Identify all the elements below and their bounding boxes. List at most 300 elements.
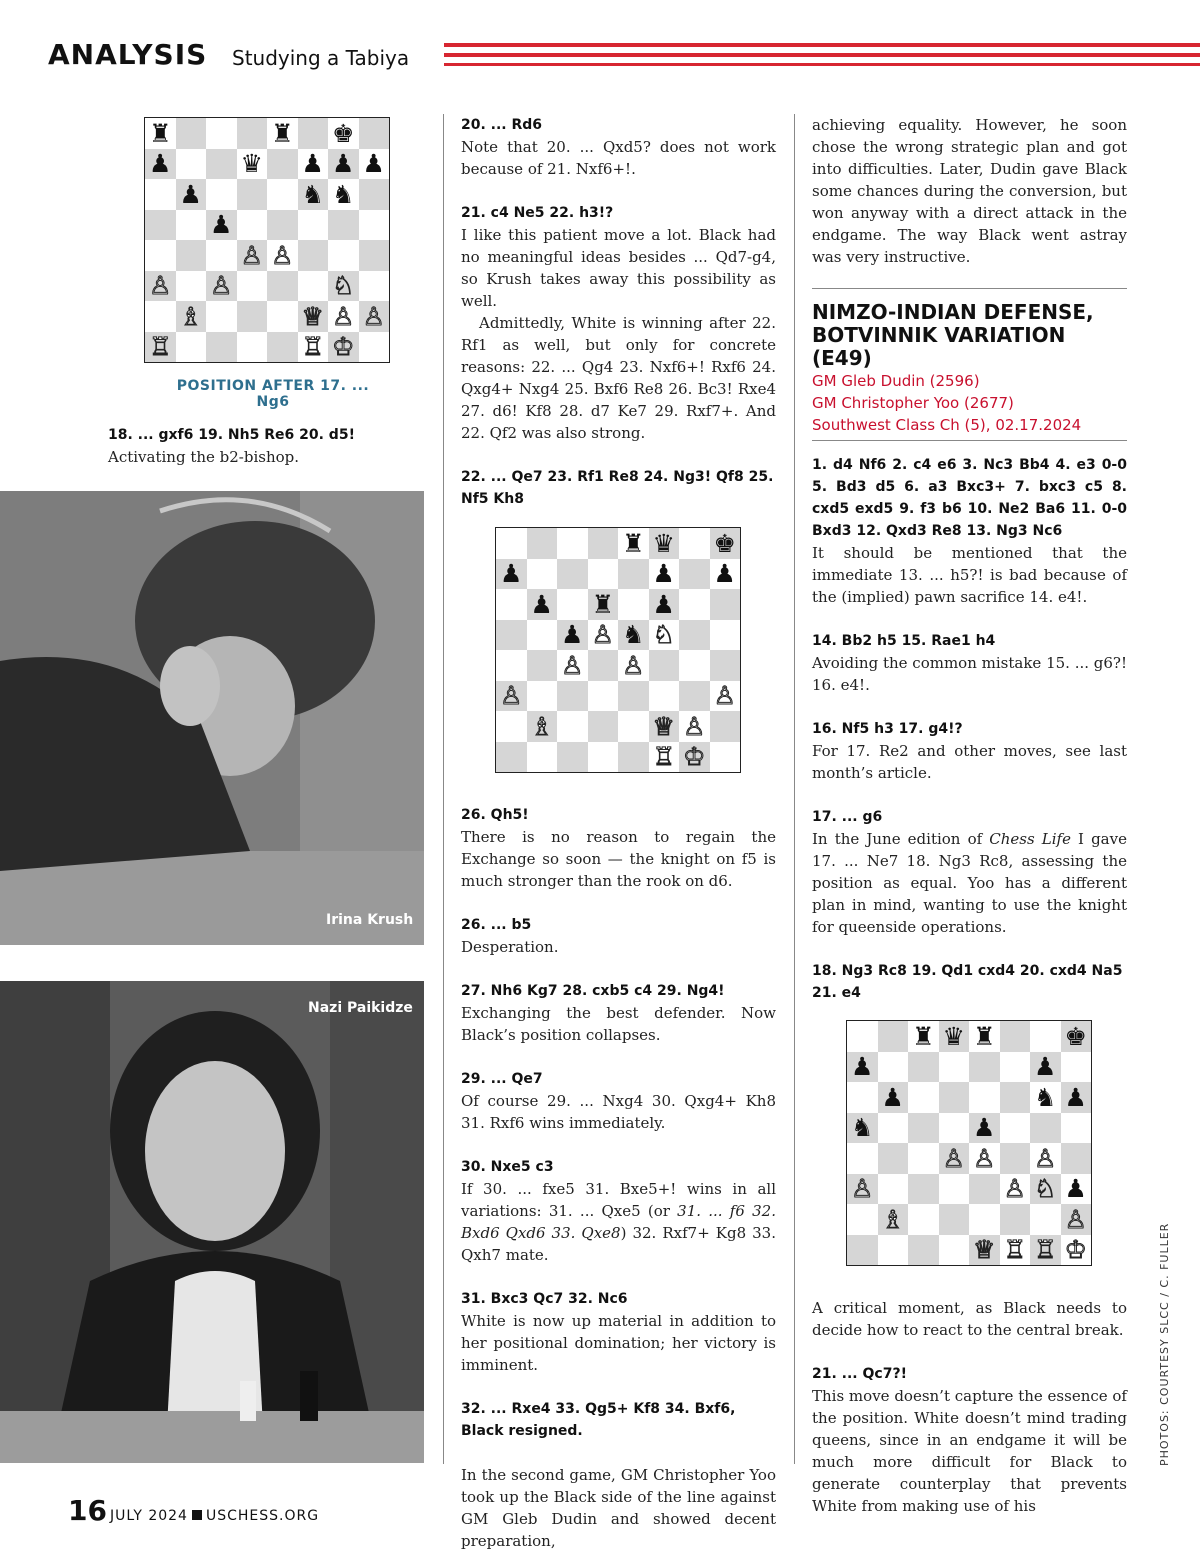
commentary-text: If 30. ... fxe5 31. Bxe5+! wins in all variations: 31. ... Qxe5 (or: [461, 1180, 776, 1220]
board-square: [969, 1021, 1000, 1052]
commentary-text: achieving equality. However, he soon chose the wrong strategic plan and got into difficulties. Later, Dudin gave Black some chances during the conversion, but won anyway with a direct attack in the endgame. The way Black went astray was very instructive.: [812, 116, 1127, 266]
game-opening-title: NIMZO-INDIAN DEFENSE,: [812, 300, 1094, 324]
board-square: [649, 620, 680, 651]
board-square: [908, 1082, 939, 1113]
board-square: [679, 559, 710, 590]
board-square: [969, 1113, 1000, 1144]
board-square: [618, 528, 649, 559]
column-1: [108, 424, 428, 468]
player-white: GM Gleb Dudin (2596): [812, 372, 980, 390]
board-square: [847, 1174, 878, 1205]
black-pawn-icon: ♟: [1064, 1082, 1087, 1112]
white-queen-icon: ♕: [652, 711, 675, 741]
board-square: [649, 742, 680, 773]
board-square: [969, 1052, 1000, 1083]
commentary-text: Note that 20. ... Qxd5? does not work because of 21. Nxf6+!.: [461, 138, 776, 178]
board-square: [847, 1204, 878, 1235]
board-square: [588, 711, 619, 742]
chess-diagram-3: [846, 1020, 1092, 1266]
board-square: [1000, 1052, 1031, 1083]
black-knight-icon: ♞: [1034, 1082, 1057, 1112]
publication-title: Chess Life: [989, 830, 1071, 848]
board-square: [527, 559, 558, 590]
board-square: [939, 1021, 970, 1052]
board-square: [1061, 1143, 1092, 1174]
white-rook-icon: ♖: [149, 332, 172, 362]
column-divider: [443, 114, 444, 1464]
move-text: 26. Qh5!: [461, 807, 529, 823]
black-knight-icon: ♞: [332, 179, 355, 209]
board-square: [267, 118, 298, 149]
white-pawn-icon: ♙: [683, 711, 706, 741]
white-bishop-icon: ♗: [881, 1204, 904, 1234]
board-square: [710, 528, 741, 559]
black-pawn-icon: ♟: [210, 210, 233, 240]
board-square: [527, 528, 558, 559]
board-square: [298, 240, 329, 271]
move-text: 17. ... g6: [812, 809, 883, 825]
black-pawn-icon: ♟: [1064, 1174, 1087, 1204]
white-pawn-icon: ♙: [362, 301, 385, 331]
board-square: [679, 589, 710, 620]
white-rook-icon: ♖: [301, 332, 324, 362]
column-3: [812, 114, 1127, 1539]
move-text: 20. ... Rd6: [461, 117, 543, 133]
board-square: [328, 179, 359, 210]
board-square: [176, 332, 207, 363]
board-square: [145, 118, 176, 149]
board-square: [847, 1113, 878, 1144]
move-text: 30. Nxe5 c3: [461, 1159, 554, 1175]
board-square: [527, 589, 558, 620]
chess-diagram-1: [144, 117, 390, 363]
board-square: [710, 681, 741, 712]
white-rook-icon: ♖: [652, 742, 675, 772]
board-square: [1061, 1082, 1092, 1113]
move-text: 18. ... gxf6 19. Nh5 Re6 20. d5!: [108, 427, 355, 443]
board-square: [359, 210, 390, 241]
section-label: ANALYSIS: [48, 38, 208, 71]
photo-nazi-paikidze: [0, 981, 424, 1463]
board-square: [878, 1235, 909, 1266]
photo-nazi-paikidze-image: [0, 981, 424, 1463]
board-square: [496, 650, 527, 681]
white-pawn-icon: ♙: [1034, 1143, 1057, 1173]
board-square: [206, 271, 237, 302]
board-square: [1030, 1143, 1061, 1174]
move-text: 31. Bxc3 Qc7 32. Nc6: [461, 1291, 628, 1307]
board-square: [176, 240, 207, 271]
board-square: [649, 589, 680, 620]
game-event: Southwest Class Ch (5), 02.17.2024: [812, 416, 1082, 434]
board-square: [298, 332, 329, 363]
commentary-text: In the June edition of: [812, 830, 990, 848]
board-square: [237, 271, 268, 302]
board-square: [267, 240, 298, 271]
commentary-text: I gave 17. ... Ne7 18. Ng3 Rc8, assessing the position as equal. Yoo has a different plan in mind, wanting to use the knight for queenside operations.: [812, 830, 1127, 936]
board-square: [267, 301, 298, 332]
move-text: 21. c4 Ne5 22. h3!?: [461, 205, 614, 221]
commentary-text: ) 32. Rxf7+ Kg8 33. Qxh7 mate.: [461, 1224, 776, 1264]
player-black: GM Christopher Yoo (2677): [812, 394, 1014, 412]
white-queen-icon: ♕: [973, 1235, 996, 1265]
header-stripe: [444, 43, 1200, 47]
board-square: [969, 1082, 1000, 1113]
commentary-text: I like this patient move a lot. Black had no meaningful ideas besides ... Qd7-g4, so Krush takes away this possibility as well.: [461, 226, 776, 310]
header-stripe: [444, 63, 1200, 66]
black-pawn-icon: ♟: [973, 1113, 996, 1143]
board-square: [527, 681, 558, 712]
page-footer: [68, 1494, 320, 1527]
white-pawn-icon: ♙: [271, 240, 294, 270]
board-square: [618, 589, 649, 620]
board-square: [969, 1143, 1000, 1174]
white-rook-icon: ♖: [1034, 1235, 1057, 1265]
board-square: [679, 650, 710, 681]
board-square: [618, 620, 649, 651]
board-square: [710, 589, 741, 620]
black-king-icon: ♚: [713, 528, 736, 558]
board-square: [679, 711, 710, 742]
board-square: [1000, 1021, 1031, 1052]
move-text: 27. Nh6 Kg7 28. cxb5 c4 29. Ng4!: [461, 983, 725, 999]
move-text: 32. ... Rxe4 33. Qg5+ Kf8 34. Bxf6, Black resigned.: [461, 1401, 736, 1439]
black-pawn-icon: ♟: [561, 620, 584, 650]
board-square: [1000, 1113, 1031, 1144]
black-pawn-icon: ♟: [500, 559, 523, 589]
board-square: [1061, 1235, 1092, 1266]
board-square: [908, 1143, 939, 1174]
board-square: [588, 528, 619, 559]
board-square: [267, 332, 298, 363]
board-square: [176, 301, 207, 332]
board-square: [1061, 1021, 1092, 1052]
board-square: [939, 1174, 970, 1205]
board-square: [939, 1113, 970, 1144]
white-king-icon: ♔: [683, 742, 706, 772]
white-bishop-icon: ♗: [530, 711, 553, 741]
commentary-text: Avoiding the common mistake 15. ... g6?! 16. e4!.: [812, 654, 1127, 694]
board-square: [496, 681, 527, 712]
header-stripe: [444, 53, 1200, 57]
board-square: [496, 589, 527, 620]
board-square: [527, 620, 558, 651]
board-square: [557, 559, 588, 590]
commentary-text: Desperation.: [461, 938, 559, 956]
board-square: [878, 1204, 909, 1235]
board-square: [618, 650, 649, 681]
commentary-text: For 17. Re2 and other moves, see last month’s article.: [812, 742, 1127, 782]
commentary-variation: 31. ... f6 32. Bxd6 Qxd6 33. Qxe8: [461, 1202, 776, 1242]
board-square: [847, 1021, 878, 1052]
black-rook-icon: ♜: [622, 528, 645, 558]
board-square: [1061, 1174, 1092, 1205]
commentary-text: There is no reason to regain the Exchange so soon — the knight on f5 is much stronger than the rook on d6.: [461, 828, 776, 890]
board-square: [145, 301, 176, 332]
board-square: [328, 332, 359, 363]
white-pawn-icon: ♙: [561, 650, 584, 680]
board-square: [847, 1052, 878, 1083]
board-square: [267, 149, 298, 180]
board-square: [969, 1204, 1000, 1235]
board-square: [878, 1143, 909, 1174]
black-queen-icon: ♛: [942, 1021, 965, 1051]
white-pawn-icon: ♙: [591, 620, 614, 650]
board-square: [328, 149, 359, 180]
column-2: [461, 114, 776, 1564]
commentary-text: White is now up material in addition to her positional domination; her victory is imminent.: [461, 1312, 776, 1374]
photo-caption: Nazi Paikidze: [308, 1000, 413, 1016]
move-text: 29. ... Qe7: [461, 1071, 543, 1087]
chess-diagram-2: [495, 527, 741, 773]
column-divider: [794, 114, 795, 1464]
board-square: [1030, 1204, 1061, 1235]
black-pawn-icon: ♟: [1034, 1052, 1057, 1082]
white-king-icon: ♔: [1064, 1235, 1087, 1265]
board-square: [237, 240, 268, 271]
photo-irina-krush-image: [0, 491, 424, 945]
board-square: [557, 711, 588, 742]
move-text: 16. Nf5 h3 17. g4!?: [812, 721, 963, 737]
white-king-icon: ♔: [332, 332, 355, 362]
board-square: [649, 650, 680, 681]
board-square: [939, 1052, 970, 1083]
white-pawn-icon: ♙: [1003, 1174, 1026, 1204]
article-subtitle: Studying a Tabiya: [232, 46, 410, 70]
black-pawn-icon: ♟: [881, 1082, 904, 1112]
board-square: [527, 742, 558, 773]
board-square: [588, 559, 619, 590]
board-square: [588, 681, 619, 712]
board-square: [1061, 1113, 1092, 1144]
move-text: 1. d4 Nf6 2. c4 e6 3. Nc3 Bb4 4. e3 0-0 5. Bd3 d5 6. a3 Bxc3+ 7. bxc3 c5 8. cxd5 exd5 9. f3 b6 10. Ne2 Ba6 11. 0-0 Bxd3 12. Qxd3 Re8 13. Ng3 Nc6: [812, 457, 1127, 539]
board-square: [588, 650, 619, 681]
board-square: [237, 149, 268, 180]
board-square: [527, 711, 558, 742]
board-square: [328, 301, 359, 332]
board-square: [878, 1082, 909, 1113]
board-square: [710, 650, 741, 681]
black-rook-icon: ♜: [973, 1021, 996, 1051]
black-rook-icon: ♜: [149, 118, 172, 148]
board-square: [1030, 1113, 1061, 1144]
board-square: [206, 118, 237, 149]
board-square: [649, 559, 680, 590]
white-pawn-icon: ♙: [851, 1174, 874, 1204]
board-square: [1061, 1052, 1092, 1083]
board-square: [588, 589, 619, 620]
board-square: [237, 332, 268, 363]
board-square: [679, 528, 710, 559]
black-pawn-icon: ♟: [652, 589, 675, 619]
board-square: [206, 240, 237, 271]
white-pawn-icon: ♙: [942, 1143, 965, 1173]
board-square: [557, 742, 588, 773]
board-square: [908, 1113, 939, 1144]
board-square: [496, 559, 527, 590]
board-square: [1030, 1052, 1061, 1083]
board-square: [298, 210, 329, 241]
white-pawn-icon: ♙: [500, 681, 523, 711]
board-square: [206, 301, 237, 332]
white-pawn-icon: ♙: [973, 1143, 996, 1173]
board-square: [176, 118, 207, 149]
black-knight-icon: ♞: [851, 1113, 874, 1143]
board-square: [939, 1082, 970, 1113]
board-square: [496, 711, 527, 742]
board-square: [206, 149, 237, 180]
board-square: [298, 149, 329, 180]
board-square: [1000, 1235, 1031, 1266]
board-square: [710, 620, 741, 651]
board-square: [206, 179, 237, 210]
black-knight-icon: ♞: [622, 620, 645, 650]
board-square: [1000, 1204, 1031, 1235]
black-knight-icon: ♞: [301, 179, 324, 209]
board-square: [969, 1235, 1000, 1266]
board-square: [145, 240, 176, 271]
board-square: [557, 620, 588, 651]
board-square: [496, 742, 527, 773]
board-square: [710, 742, 741, 773]
square-icon: [192, 1510, 202, 1520]
board-square: [267, 179, 298, 210]
move-text: 22. ... Qe7 23. Rf1 Re8 24. Ng3! Qf8 25. Nf5 Kh8: [461, 469, 774, 507]
white-knight-icon: ♘: [652, 620, 675, 650]
black-rook-icon: ♜: [912, 1021, 935, 1051]
board-square: [939, 1143, 970, 1174]
board-square: [206, 332, 237, 363]
board-square: [267, 210, 298, 241]
board-square: [1030, 1082, 1061, 1113]
footer-text: [110, 1508, 319, 1524]
commentary-text: Of course 29. ... Nxg4 30. Qxg4+ Kh8 31. Rxf6 wins immediately.: [461, 1092, 776, 1132]
photo-credit: PHOTOS: COURTESY SLCC / C. FULLER: [1158, 1222, 1171, 1466]
move-text: 18. Ng3 Rc8 19. Qd1 cxd4 20. cxd4 Na5 21. e4: [812, 963, 1123, 1001]
move-text: 21. ... Qc7?!: [812, 1366, 907, 1382]
board-square: [328, 118, 359, 149]
board-square: [908, 1021, 939, 1052]
commentary-text: Admittedly, White is winning after 22. Rf1 as well, but only for concrete reasons: 22. ... Qg4 23. Nxf6+! Rxf6 24. Qxg4+ Nxg4 25. Bxf6 Re8 26. Bc3! Rxe4 27. d6! Kf8 28. d7 Ke7 29. Rxf7+. And 22. Qf2 was also strong.: [461, 314, 776, 442]
board-square: [527, 650, 558, 681]
white-pawn-icon: ♙: [332, 301, 355, 331]
photo-irina-krush: [0, 491, 424, 945]
board-square: [145, 179, 176, 210]
board-square: [359, 332, 390, 363]
board-square: [359, 118, 390, 149]
board-square: [359, 240, 390, 271]
board-square: [1000, 1143, 1031, 1174]
photo-caption: Irina Krush: [326, 912, 414, 928]
issue-date: JULY 2024: [110, 1508, 188, 1524]
board-square: [878, 1021, 909, 1052]
board-square: [878, 1174, 909, 1205]
commentary-text: Exchanging the best defender. Now Black’s position collapses.: [461, 1004, 776, 1044]
board-square: [145, 271, 176, 302]
board-square: [557, 589, 588, 620]
move-text: 14. Bb2 h5 15. Rae1 h4: [812, 633, 996, 649]
board-square: [298, 271, 329, 302]
board-square: [176, 179, 207, 210]
board-square: [618, 681, 649, 712]
black-pawn-icon: ♟: [713, 559, 736, 589]
black-pawn-icon: ♟: [851, 1052, 874, 1082]
black-pawn-icon: ♟: [652, 559, 675, 589]
board-square: [908, 1235, 939, 1266]
board-square: [1030, 1021, 1061, 1052]
white-bishop-icon: ♗: [179, 301, 202, 331]
board-square: [847, 1143, 878, 1174]
board-square: [969, 1174, 1000, 1205]
commentary-text: Activating the b2-bishop.: [108, 448, 300, 466]
board-square: [1061, 1204, 1092, 1235]
black-pawn-icon: ♟: [530, 589, 553, 619]
board-square: [237, 118, 268, 149]
black-king-icon: ♚: [1064, 1021, 1087, 1051]
board-square: [908, 1052, 939, 1083]
board-square: [298, 179, 329, 210]
commentary-text: In the second game, GM Christopher Yoo took up the Black side of the line against GM Gleb Dudin and showed decent preparation,: [461, 1466, 776, 1550]
board-square: [1030, 1235, 1061, 1266]
board-square: [328, 240, 359, 271]
black-king-icon: ♚: [332, 118, 355, 148]
board-square: [649, 681, 680, 712]
board-square: [176, 210, 207, 241]
black-pawn-icon: ♟: [149, 149, 172, 179]
board-square: [496, 620, 527, 651]
white-pawn-icon: ♙: [713, 681, 736, 711]
commentary-text: A critical moment, as Black needs to decide how to react to the central break.: [812, 1299, 1127, 1339]
board-square: [496, 528, 527, 559]
black-queen-icon: ♛: [240, 149, 263, 179]
board-square: [557, 650, 588, 681]
board-square: [267, 271, 298, 302]
white-pawn-icon: ♙: [622, 650, 645, 680]
board-square: [359, 301, 390, 332]
board-square: [618, 742, 649, 773]
board-square: [298, 118, 329, 149]
move-text: 26. ... b5: [461, 917, 532, 933]
black-queen-icon: ♛: [652, 528, 675, 558]
board-square: [145, 332, 176, 363]
page-number: 16: [68, 1494, 107, 1527]
board-square: [328, 210, 359, 241]
board-square: [939, 1204, 970, 1235]
white-knight-icon: ♘: [332, 271, 355, 301]
board-square: [649, 528, 680, 559]
board-square: [618, 559, 649, 590]
board-square: [145, 210, 176, 241]
white-pawn-icon: ♙: [210, 271, 233, 301]
board-square: [1000, 1082, 1031, 1113]
black-pawn-icon: ♟: [332, 149, 355, 179]
board-square: [847, 1235, 878, 1266]
black-pawn-icon: ♟: [301, 149, 324, 179]
board-square: [908, 1204, 939, 1235]
board-square: [359, 149, 390, 180]
black-pawn-icon: ♟: [362, 149, 385, 179]
board-square: [878, 1113, 909, 1144]
board-square: [145, 149, 176, 180]
board-square: [176, 271, 207, 302]
board-square: [359, 179, 390, 210]
board-square: [1030, 1174, 1061, 1205]
board-square: [1000, 1174, 1031, 1205]
white-pawn-icon: ♙: [240, 240, 263, 270]
board-square: [359, 271, 390, 302]
commentary-text: This move doesn’t capture the essence of the position. White doesn’t mind trading queens, since in an endgame it will be much more difficult for Black to generate counterplay that prevents White from making use of his: [812, 1387, 1127, 1515]
commentary-text: It should be mentioned that the immediate 13. ... h5?! is bad because of the (implied) pawn sacrifice 14. e4!.: [812, 544, 1127, 606]
